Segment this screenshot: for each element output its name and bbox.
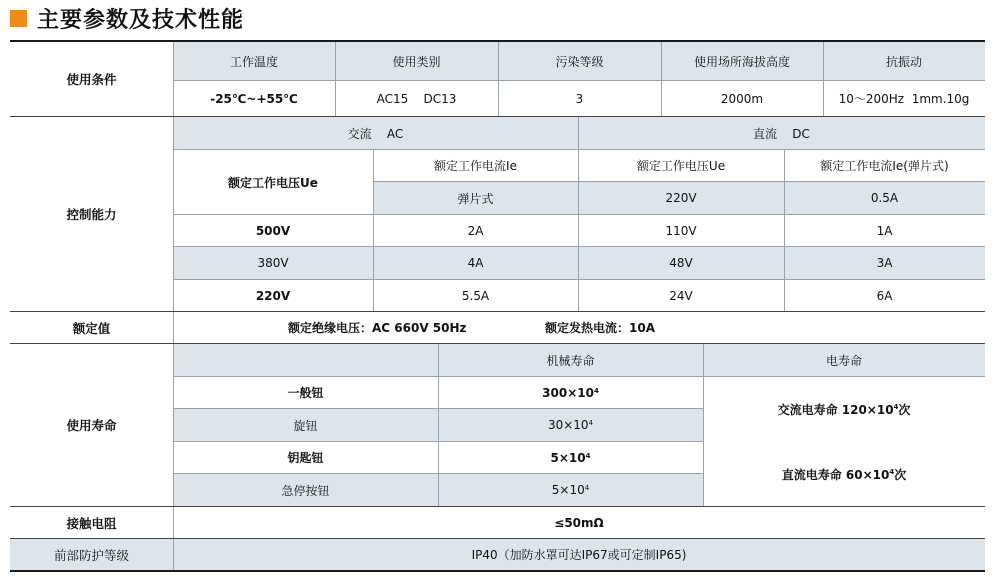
grid-line	[173, 376, 985, 377]
ac-current-cell: 2A	[467, 223, 484, 238]
section-header	[10, 4, 244, 32]
grid-line	[661, 42, 662, 116]
button-type-emergency: 急停按钮	[173, 474, 438, 506]
cond-value-pollution: 3	[575, 91, 584, 106]
cond-value-altitude: 2000m	[720, 91, 764, 106]
ac-header: 交流 AC	[173, 117, 578, 149]
ac-voltage-cell: 220V	[255, 288, 291, 303]
ac-voltage-cell: 380V	[173, 247, 373, 279]
elec-life-header: 电寿命	[703, 344, 985, 376]
grid-line	[373, 181, 985, 182]
cond-header-altitude: 使用场所海拔高度	[661, 42, 823, 80]
grid-line	[498, 42, 499, 116]
contact-label: 接触电阻	[66, 515, 117, 531]
conditions-label: 使用条件	[66, 72, 117, 87]
grid-line	[703, 344, 704, 506]
protection-section	[10, 539, 985, 570]
rated-section	[10, 312, 985, 343]
dc-voltage-cell: 48V	[578, 247, 784, 279]
ac-elec-life: 交流电寿命 120×10 $^4$ 次	[777, 402, 911, 417]
rated-label: 额定值	[72, 320, 111, 336]
cond-header-pollution: 污染等级	[498, 42, 661, 80]
cond-value-category: AC15 DC13	[376, 91, 457, 106]
cond-header-category: 使用类别	[335, 42, 498, 80]
grid-line	[173, 214, 985, 215]
grid-line	[173, 80, 985, 81]
ac-voltage-cell: 500V	[255, 223, 291, 238]
grid-line	[173, 279, 985, 280]
grid-line	[373, 150, 374, 311]
dc-voltage-ue: 额定工作电压Ue	[636, 159, 726, 173]
bottom-rule	[10, 570, 985, 572]
rated-insulation-voltage: 额定绝缘电压：AC 660V 50Hz	[288, 321, 467, 335]
grid-line	[335, 42, 336, 116]
grid-line	[173, 408, 703, 409]
dc-elec-life: 直流电寿命 60×10 $^4$ 次	[781, 467, 907, 482]
grid-line	[173, 344, 174, 506]
button-type-rotary: 旋钮	[173, 409, 438, 441]
dc-voltage-cell: 110V	[665, 223, 697, 238]
contact-section	[10, 507, 985, 538]
grid-line	[823, 42, 824, 116]
grid-line	[173, 441, 703, 442]
mech-life-value: 300×10 $^4$	[542, 385, 599, 400]
cond-header-vibration: 抗振动	[823, 42, 985, 80]
rated-current-ie: 额定工作电流Ie	[434, 159, 517, 173]
grid-line	[173, 312, 174, 343]
grid-line	[173, 473, 703, 474]
grid-line	[784, 150, 785, 311]
grid-line	[173, 149, 985, 150]
rated-thermal-current: 额定发热电流：10A	[545, 321, 655, 335]
control-section	[10, 117, 985, 311]
dc-voltage-cell: 220V	[578, 182, 784, 214]
leaf-type: 弹片式	[373, 182, 578, 214]
dc-current-cell: 6A	[876, 288, 893, 303]
protection-value: IP40（加防水罩可达IP67或可定制IP65)	[471, 548, 687, 562]
mech-life-value: 30×10 $^4$	[438, 409, 703, 441]
protection-label: 前部防护等级	[53, 547, 129, 563]
ac-current-cell: 4A	[373, 247, 578, 279]
mech-life-header: 机械寿命	[438, 344, 703, 376]
mech-life-value: 5×10 $^4$	[550, 450, 591, 465]
ac-current-cell: 5.5A	[461, 288, 490, 303]
cond-header-temp: 工作温度	[173, 42, 335, 80]
grid-line	[173, 246, 985, 247]
grid-line	[438, 344, 439, 506]
orange-square-icon	[10, 10, 27, 27]
grid-line	[173, 42, 174, 116]
cond-value-vibration: 10～200Hz 1mm.10g	[838, 92, 970, 106]
dc-current-cell: 0.5A	[784, 182, 985, 214]
cond-value-temp: -25℃~+55℃	[210, 91, 298, 106]
dc-current-cell: 1A	[876, 223, 893, 238]
life-blank-header	[173, 344, 438, 376]
button-type-key: 钥匙钮	[287, 451, 324, 465]
rated-voltage-ue: 额定工作电压Ue	[228, 175, 318, 190]
life-section	[10, 344, 985, 506]
dc-voltage-cell: 24V	[669, 288, 693, 303]
life-label: 使用寿命	[66, 418, 117, 433]
contact-resistance-value: ≤50mΩ	[554, 515, 604, 530]
mech-life-value: 5×10 $^4$	[438, 474, 703, 506]
conditions-section	[10, 42, 985, 116]
dc-header: 直流 DC	[578, 117, 985, 149]
page-title: 主要参数及技术性能	[37, 7, 245, 33]
control-label: 控制能力	[66, 207, 117, 222]
dc-current-ie: 额定工作电流Ie(弹片式)	[820, 159, 949, 173]
button-type-general: 一般钮	[287, 386, 324, 400]
dc-current-cell: 3A	[784, 247, 985, 279]
